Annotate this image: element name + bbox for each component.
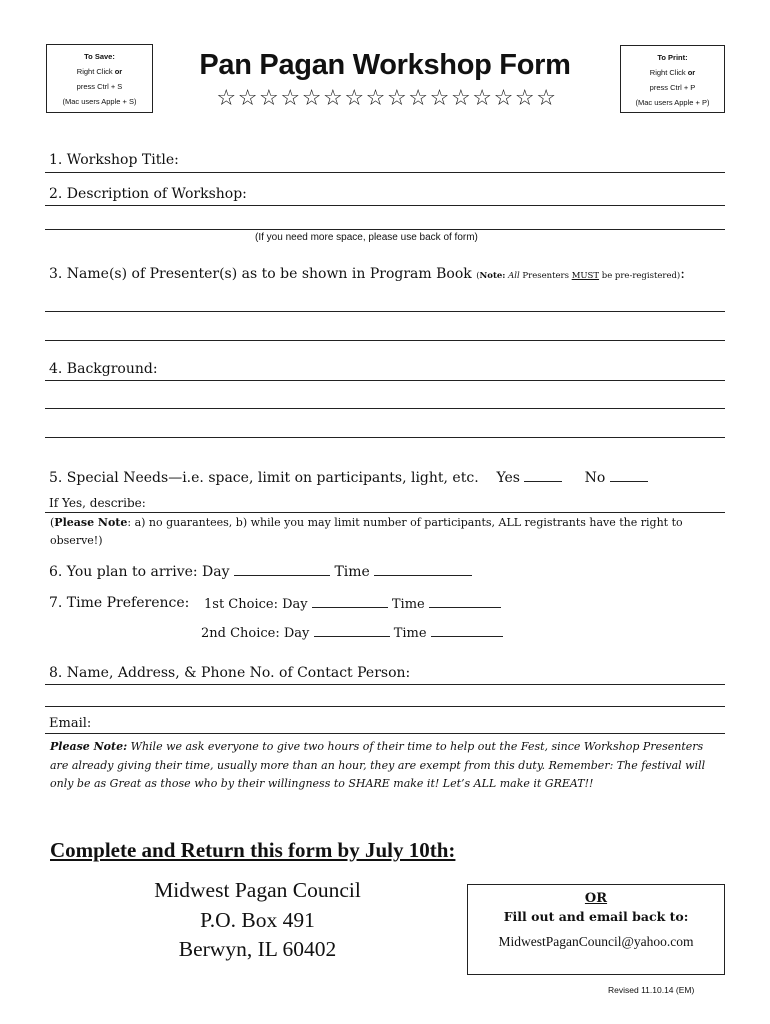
revision-note: Revised 11.10.14 (EM) <box>608 985 695 995</box>
print-box-line1: Right Click or <box>649 68 696 77</box>
print-instructions-box <box>620 45 725 113</box>
return-deadline-heading: Complete and Return this form by July 10th: <box>50 838 456 862</box>
presenters-line-1[interactable] <box>45 311 725 312</box>
description-line-1[interactable] <box>45 205 725 206</box>
presenters-line-2[interactable] <box>45 340 725 341</box>
mailing-address <box>140 876 375 965</box>
email-instruction: Fill out and email back to: <box>503 909 689 924</box>
special-needs-no-label: No <box>584 470 606 486</box>
first-choice-row: 1st Choice: Day Time <box>204 593 501 612</box>
description-hint: (If you need more space, please use back of form) <box>255 232 478 243</box>
email-label: Email: <box>49 716 92 731</box>
save-instructions-box <box>46 44 153 113</box>
council-email-link[interactable]: MidwestPaganCouncil@yahoo.com <box>498 934 694 949</box>
print-box-title: To Print: <box>657 53 688 62</box>
or-label: OR <box>584 891 608 906</box>
second-choice-day-blank[interactable] <box>314 622 390 637</box>
print-box-line2: press Ctrl + P <box>649 83 696 92</box>
address-line-2: P.O. Box 491 <box>200 907 315 932</box>
email-return-box <box>467 884 725 975</box>
contact-line-1[interactable] <box>45 684 725 685</box>
description-label: 2. Description of Workshop: <box>49 186 247 202</box>
special-needs-no-blank[interactable] <box>610 467 648 482</box>
if-yes-describe-label: If Yes, describe: <box>49 496 146 510</box>
address-line-3: Berwyn, IL 60402 <box>178 937 337 961</box>
special-needs-yes-blank[interactable] <box>524 467 562 482</box>
arrival-label: 6. You plan to arrive: Day Time <box>49 561 472 580</box>
special-needs-yes-label: Yes <box>496 470 520 486</box>
workshop-title-label: 1. Workshop Title: <box>49 152 179 168</box>
arrival-time-blank[interactable] <box>374 561 472 576</box>
address-line-1: Midwest Pagan Council <box>154 878 361 902</box>
email-line[interactable] <box>45 733 725 734</box>
time-preference-label: 7. Time Preference: <box>49 595 190 611</box>
form-title: Pan Pagan Workshop Form <box>199 49 571 81</box>
description-line-2[interactable] <box>45 229 725 230</box>
background-line-1[interactable] <box>45 380 725 381</box>
print-box-line3: (Mac users Apple + P) <box>635 98 710 107</box>
save-box-line3: (Mac users Apple + S) <box>62 97 137 106</box>
background-label: 4. Background: <box>49 361 158 377</box>
first-choice-day-blank[interactable] <box>312 593 388 608</box>
first-choice-time-blank[interactable] <box>429 593 501 608</box>
save-box-title: To Save: <box>84 52 115 61</box>
arrival-day-blank[interactable] <box>234 561 330 576</box>
please-note-block: Please Note: While we ask everyone to give two hours of their time to help out the Fest, since Workshop Presenters are already giving their time, usually more than an hour, they are exempt from this duty. Remember: The festival will only be as Great as those who by their willingness to SHARE make it! Let’s ALL make it GREAT!! <box>50 740 706 790</box>
special-needs-label: 5. Special Needs—i.e. space, limit on participants, light, etc. Yes No <box>49 467 648 486</box>
contact-line-2[interactable] <box>45 706 725 707</box>
arrival-time-label: Time <box>334 564 370 580</box>
save-box-line2: press Ctrl + S <box>76 82 123 91</box>
special-needs-note: (Please Note: a) no guarantees, b) while you may limit number of participants, ALL registrants have the right to observe!) <box>50 516 683 547</box>
contact-person-label: 8. Name, Address, & Phone No. of Contact Person: <box>49 665 411 681</box>
presenters-label: 3. Name(s) of Presenter(s) as to be shown in Program Book (Note: All Presenters MUST be pre-registered): <box>49 266 685 282</box>
second-choice-time-blank[interactable] <box>431 622 503 637</box>
workshop-title-line[interactable] <box>45 172 725 173</box>
save-box-line1: Right Click or <box>76 67 123 76</box>
stars-decoration: ☆☆☆☆☆☆☆☆☆☆☆☆☆☆☆☆ <box>216 86 558 111</box>
background-line-2[interactable] <box>45 408 725 409</box>
second-choice-row: 2nd Choice: Day Time <box>201 622 503 641</box>
background-line-3[interactable] <box>45 437 725 438</box>
